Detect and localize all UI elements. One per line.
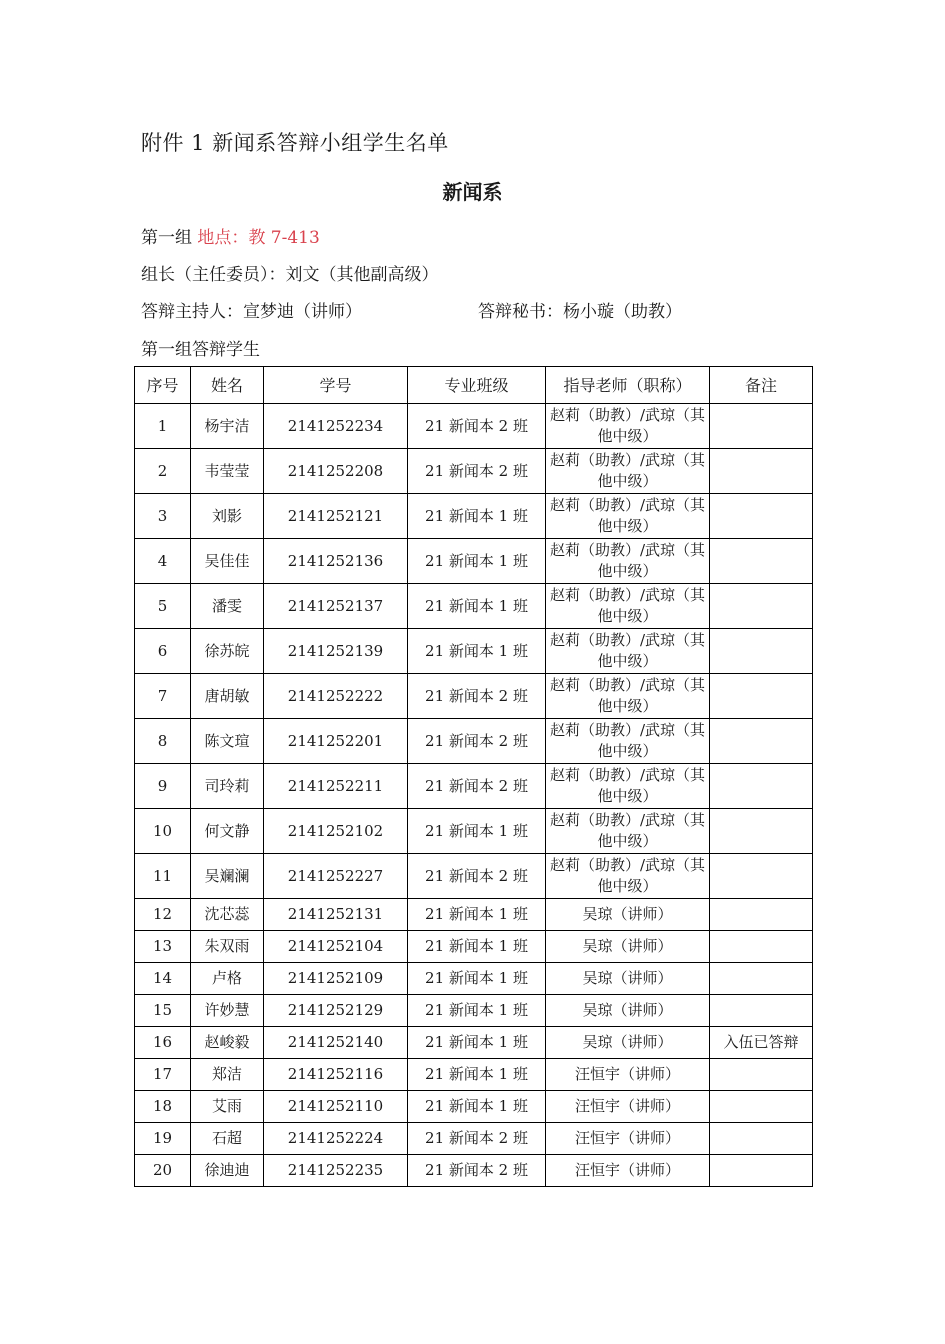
cell-student-id: 2141252211 bbox=[264, 764, 408, 809]
table-row bbox=[135, 404, 813, 449]
cell-student-id: 2141252235 bbox=[264, 1155, 408, 1187]
cell-class: 21 新闻本 1 班 bbox=[408, 931, 546, 963]
cell-name: 朱双雨 bbox=[191, 931, 264, 963]
table-row bbox=[135, 963, 813, 995]
table-row bbox=[135, 629, 813, 674]
cell-no: 19 bbox=[135, 1123, 191, 1155]
cell-student-id: 2141252140 bbox=[264, 1027, 408, 1059]
cell-student-id: 2141252224 bbox=[264, 1123, 408, 1155]
cell-student-id: 2141252121 bbox=[264, 494, 408, 539]
cell-class: 21 新闻本 1 班 bbox=[408, 809, 546, 854]
cell-note bbox=[710, 963, 813, 995]
cell-advisor: 赵莉（助教）/武琼（其他中级） bbox=[546, 809, 710, 854]
cell-advisor: 赵莉（助教）/武琼（其他中级） bbox=[546, 584, 710, 629]
cell-note bbox=[710, 539, 813, 584]
cell-advisor: 赵莉（助教）/武琼（其他中级） bbox=[546, 719, 710, 764]
cell-note bbox=[710, 404, 813, 449]
table-row bbox=[135, 854, 813, 899]
table-row bbox=[135, 584, 813, 629]
cell-advisor: 赵莉（助教）/武琼（其他中级） bbox=[546, 629, 710, 674]
cell-student-id: 2141252136 bbox=[264, 539, 408, 584]
cell-name: 艾雨 bbox=[191, 1091, 264, 1123]
cell-name: 赵峻毅 bbox=[191, 1027, 264, 1059]
cell-student-id: 2141252227 bbox=[264, 854, 408, 899]
cell-note bbox=[710, 674, 813, 719]
cell-student-id: 2141252137 bbox=[264, 584, 408, 629]
cell-name: 陈文瑄 bbox=[191, 719, 264, 764]
cell-student-id: 2141252129 bbox=[264, 995, 408, 1027]
cell-advisor: 赵莉（助教）/武琼（其他中级） bbox=[546, 674, 710, 719]
table-row bbox=[135, 1155, 813, 1187]
col-header-class: 专业班级 bbox=[408, 367, 546, 404]
cell-class: 21 新闻本 2 班 bbox=[408, 404, 546, 449]
table-row bbox=[135, 494, 813, 539]
table-row bbox=[135, 809, 813, 854]
cell-name: 许妙慧 bbox=[191, 995, 264, 1027]
group-line bbox=[141, 223, 320, 248]
cell-note bbox=[710, 1155, 813, 1187]
cell-no: 8 bbox=[135, 719, 191, 764]
cell-student-id: 2141252234 bbox=[264, 404, 408, 449]
cell-student-id: 2141252208 bbox=[264, 449, 408, 494]
cell-no: 17 bbox=[135, 1059, 191, 1091]
cell-no: 2 bbox=[135, 449, 191, 494]
cell-name: 石超 bbox=[191, 1123, 264, 1155]
cell-name: 潘雯 bbox=[191, 584, 264, 629]
cell-name: 沈芯蕊 bbox=[191, 899, 264, 931]
table-row bbox=[135, 899, 813, 931]
cell-name: 郑洁 bbox=[191, 1059, 264, 1091]
cell-class: 21 新闻本 2 班 bbox=[408, 1123, 546, 1155]
table-row bbox=[135, 1059, 813, 1091]
cell-class: 21 新闻本 1 班 bbox=[408, 629, 546, 674]
table-row bbox=[135, 449, 813, 494]
cell-advisor: 吴琼（讲师） bbox=[546, 1027, 710, 1059]
cell-student-id: 2141252201 bbox=[264, 719, 408, 764]
cell-name: 韦莹莹 bbox=[191, 449, 264, 494]
cell-class: 21 新闻本 2 班 bbox=[408, 719, 546, 764]
cell-advisor: 汪恒宇（讲师） bbox=[546, 1123, 710, 1155]
cell-note bbox=[710, 584, 813, 629]
cell-student-id: 2141252222 bbox=[264, 674, 408, 719]
cell-name: 杨宇洁 bbox=[191, 404, 264, 449]
table-row bbox=[135, 764, 813, 809]
cell-no: 4 bbox=[135, 539, 191, 584]
cell-no: 5 bbox=[135, 584, 191, 629]
cell-no: 9 bbox=[135, 764, 191, 809]
cell-no: 13 bbox=[135, 931, 191, 963]
cell-student-id: 2141252131 bbox=[264, 899, 408, 931]
group-label: 第一组 bbox=[141, 228, 192, 248]
table-row bbox=[135, 539, 813, 584]
cell-advisor: 汪恒宇（讲师） bbox=[546, 1091, 710, 1123]
cell-advisor: 赵莉（助教）/武琼（其他中级） bbox=[546, 494, 710, 539]
cell-no: 15 bbox=[135, 995, 191, 1027]
cell-class: 21 新闻本 1 班 bbox=[408, 899, 546, 931]
student-roster-table bbox=[134, 366, 813, 1187]
cell-student-id: 2141252102 bbox=[264, 809, 408, 854]
host-secretary-line bbox=[141, 297, 741, 322]
cell-note bbox=[710, 494, 813, 539]
cell-note bbox=[710, 809, 813, 854]
cell-name: 吴斓澜 bbox=[191, 854, 264, 899]
cell-student-id: 2141252104 bbox=[264, 931, 408, 963]
cell-no: 3 bbox=[135, 494, 191, 539]
cell-no: 20 bbox=[135, 1155, 191, 1187]
cell-no: 7 bbox=[135, 674, 191, 719]
cell-student-id: 2141252139 bbox=[264, 629, 408, 674]
table-row bbox=[135, 995, 813, 1027]
cell-note bbox=[710, 1123, 813, 1155]
cell-note bbox=[710, 449, 813, 494]
cell-note bbox=[710, 854, 813, 899]
cell-name: 唐胡敏 bbox=[191, 674, 264, 719]
cell-student-id: 2141252110 bbox=[264, 1091, 408, 1123]
cell-no: 6 bbox=[135, 629, 191, 674]
secretary: 答辩秘书：杨小璇（助教） bbox=[478, 302, 682, 322]
cell-advisor: 吴琼（讲师） bbox=[546, 995, 710, 1027]
cell-student-id: 2141252116 bbox=[264, 1059, 408, 1091]
table-header-row bbox=[135, 367, 813, 404]
group-leader: 组长（主任委员）：刘文（其他副高级） bbox=[141, 265, 439, 285]
col-header-advisor: 指导老师（职称） bbox=[546, 367, 710, 404]
col-header-note: 备注 bbox=[710, 367, 813, 404]
table-row bbox=[135, 719, 813, 764]
cell-student-id: 2141252109 bbox=[264, 963, 408, 995]
students-heading: 第一组答辩学生 bbox=[141, 340, 260, 360]
cell-note bbox=[710, 764, 813, 809]
cell-advisor: 赵莉（助教）/武琼（其他中级） bbox=[546, 539, 710, 584]
cell-advisor: 赵莉（助教）/武琼（其他中级） bbox=[546, 764, 710, 809]
table-row bbox=[135, 674, 813, 719]
cell-name: 徐迪迪 bbox=[191, 1155, 264, 1187]
col-header-student-id: 学号 bbox=[264, 367, 408, 404]
cell-advisor: 吴琼（讲师） bbox=[546, 963, 710, 995]
cell-class: 21 新闻本 2 班 bbox=[408, 764, 546, 809]
table-row bbox=[135, 1027, 813, 1059]
cell-name: 徐苏皖 bbox=[191, 629, 264, 674]
cell-class: 21 新闻本 1 班 bbox=[408, 494, 546, 539]
cell-class: 21 新闻本 1 班 bbox=[408, 1027, 546, 1059]
cell-note: 入伍已答辩 bbox=[710, 1027, 813, 1059]
cell-advisor: 吴琼（讲师） bbox=[546, 899, 710, 931]
cell-note bbox=[710, 1091, 813, 1123]
cell-advisor: 赵莉（助教）/武琼（其他中级） bbox=[546, 449, 710, 494]
cell-no: 14 bbox=[135, 963, 191, 995]
cell-note bbox=[710, 719, 813, 764]
cell-class: 21 新闻本 2 班 bbox=[408, 854, 546, 899]
group-location: 地点：教 7-413 bbox=[197, 228, 320, 248]
host: 答辩主持人：宣梦迪（讲师） bbox=[141, 302, 362, 322]
cell-class: 21 新闻本 2 班 bbox=[408, 674, 546, 719]
table-row bbox=[135, 1091, 813, 1123]
cell-advisor: 赵莉（助教）/武琼（其他中级） bbox=[546, 854, 710, 899]
cell-class: 21 新闻本 1 班 bbox=[408, 584, 546, 629]
table-row bbox=[135, 931, 813, 963]
cell-class: 21 新闻本 1 班 bbox=[408, 1091, 546, 1123]
cell-note bbox=[710, 931, 813, 963]
cell-name: 刘影 bbox=[191, 494, 264, 539]
cell-advisor: 吴琼（讲师） bbox=[546, 931, 710, 963]
cell-no: 1 bbox=[135, 404, 191, 449]
cell-name: 何文静 bbox=[191, 809, 264, 854]
cell-advisor: 汪恒宇（讲师） bbox=[546, 1059, 710, 1091]
cell-no: 18 bbox=[135, 1091, 191, 1123]
cell-class: 21 新闻本 1 班 bbox=[408, 995, 546, 1027]
cell-no: 16 bbox=[135, 1027, 191, 1059]
cell-name: 吴佳佳 bbox=[191, 539, 264, 584]
cell-class: 21 新闻本 2 班 bbox=[408, 449, 546, 494]
cell-note bbox=[710, 629, 813, 674]
cell-no: 12 bbox=[135, 899, 191, 931]
page-heading: 附件 1 新闻系答辩小组学生名单 bbox=[141, 131, 449, 155]
cell-class: 21 新闻本 1 班 bbox=[408, 1059, 546, 1091]
cell-name: 司玲莉 bbox=[191, 764, 264, 809]
cell-no: 11 bbox=[135, 854, 191, 899]
department-title: 新闻系 bbox=[442, 180, 503, 204]
col-header-name: 姓名 bbox=[191, 367, 264, 404]
table-row bbox=[135, 1123, 813, 1155]
cell-class: 21 新闻本 1 班 bbox=[408, 539, 546, 584]
cell-note bbox=[710, 995, 813, 1027]
col-header-no: 序号 bbox=[135, 367, 191, 404]
cell-advisor: 赵莉（助教）/武琼（其他中级） bbox=[546, 404, 710, 449]
cell-class: 21 新闻本 1 班 bbox=[408, 963, 546, 995]
cell-no: 10 bbox=[135, 809, 191, 854]
cell-note bbox=[710, 899, 813, 931]
cell-note bbox=[710, 1059, 813, 1091]
cell-name: 卢格 bbox=[191, 963, 264, 995]
cell-advisor: 汪恒宇（讲师） bbox=[546, 1155, 710, 1187]
cell-class: 21 新闻本 2 班 bbox=[408, 1155, 546, 1187]
